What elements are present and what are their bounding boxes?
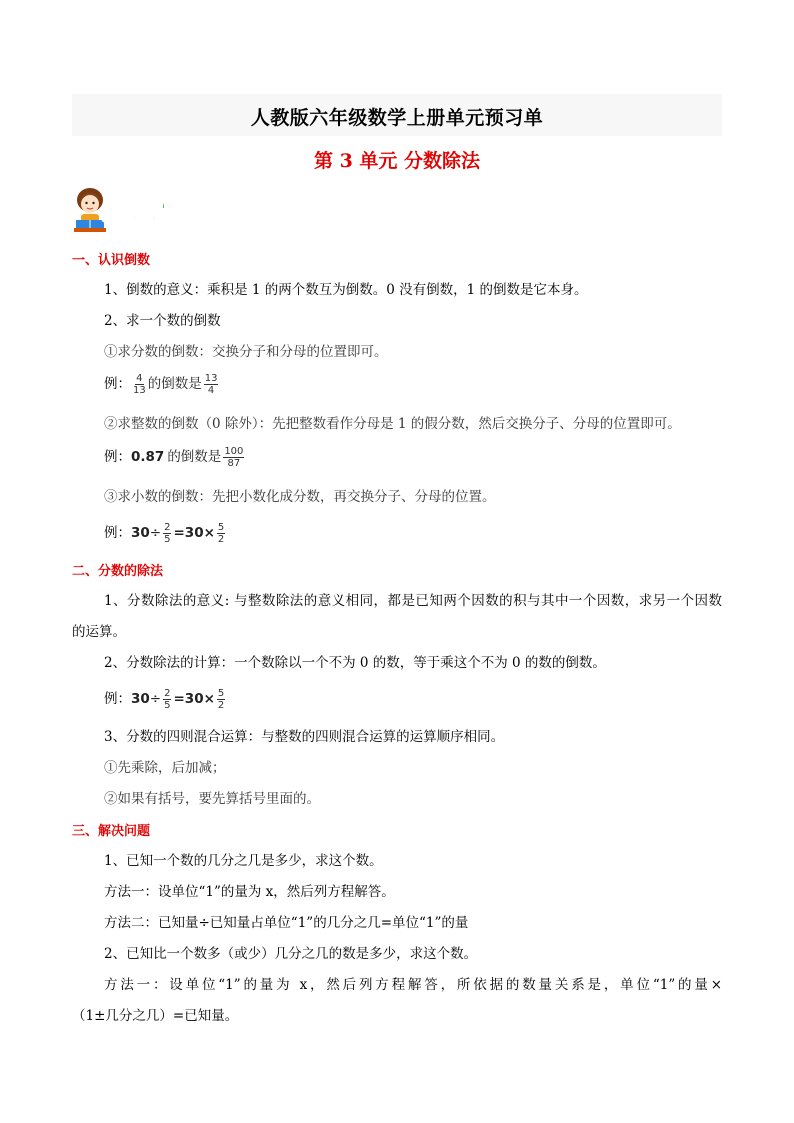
fraction [163, 522, 171, 545]
operand: 30 [184, 525, 204, 541]
denominator: 4 [207, 385, 215, 396]
knowledge-banner [70, 186, 240, 236]
example-label: 例： [104, 691, 131, 707]
example-number: 0.87 [131, 449, 165, 465]
fraction [133, 373, 146, 396]
fraction [223, 446, 244, 469]
operand: 30 [131, 691, 150, 707]
paragraph: ①求分数的倒数：交换分子和分母的位置即可。 [104, 344, 388, 360]
operator: ÷ [149, 691, 162, 707]
numerator: 4 [136, 373, 143, 384]
example-text: 的倒数是 [147, 376, 202, 392]
numerator: 2 [164, 688, 171, 699]
section-heading-division: 二、分数的除法 [72, 564, 164, 579]
section-heading-problems: 三、解决问题 [72, 824, 151, 839]
banner-char-1: 知 [102, 195, 130, 226]
paragraph: 方法一：设单位“1”的量为 x，然后列方程解答。 [104, 884, 395, 900]
denominator: 2 [217, 534, 225, 545]
example-label: 例： [104, 525, 131, 541]
banner-char-4: 理 [186, 195, 214, 226]
paragraph: ②如果有括号，要先算括号里面的。 [104, 791, 320, 807]
banner-char-2: 识 [130, 195, 158, 226]
paragraph: 1、已知一个数的几分之几是多少，求这个数。 [104, 853, 383, 869]
operator: × [203, 691, 215, 707]
paragraph: 方法一：设单位“1”的量为 x，然后列方程解答，所依据的数量关系是，单位“1”的量× [104, 977, 722, 993]
paragraph: 1、分数除法的意义: 与整数除法的意义相同，都是已知两个因数的积与其中一个因数，求另一个因数 [104, 593, 722, 609]
unit-title: 第 3 单元 分数除法 [313, 150, 481, 172]
denominator: 5 [164, 534, 171, 545]
operator: ÷ [149, 525, 162, 541]
denominator: 5 [164, 700, 171, 711]
example-label: 例： [104, 449, 131, 465]
example-division [104, 522, 227, 545]
paragraph: 3、分数的四则混合运算：与整数的四则混合运算的运算顺序相同。 [104, 729, 505, 745]
paragraph: 方法二：已知量÷已知量占单位“1”的几分之几=单位“1”的量 [104, 915, 469, 931]
paragraph: 2、求一个数的倒数 [104, 313, 221, 329]
paragraph: 1、倒数的意义：乘积是 1 的两个数互为倒数。0 没有倒数，1 的倒数是它本身。 [104, 282, 588, 298]
example-label: 例： [104, 376, 131, 392]
fraction [217, 688, 225, 711]
example-fraction-reciprocal [104, 373, 220, 396]
numerator: 2 [164, 522, 171, 533]
paragraph: 的运算。 [72, 624, 126, 640]
operator: × [203, 525, 215, 541]
paragraph: 2、分数除法的计算：一个数除以一个不为 0 的数，等于乘这个不为 0 的数的倒数。 [104, 655, 606, 671]
denominator: 13 [133, 385, 146, 396]
fraction [217, 522, 225, 545]
fraction [163, 688, 171, 711]
paragraph: （1±几分之几）=已知量。 [72, 1008, 239, 1024]
section-heading-reciprocal: 一、认识倒数 [72, 253, 151, 268]
paragraph: ③求小数的倒数：先把小数化成分数，再交换分子、分母的位置。 [104, 489, 496, 505]
example-decimal-reciprocal [104, 446, 246, 469]
example-division [104, 688, 227, 711]
page-title: 人教版六年级数学上册单元预习单 [250, 107, 544, 129]
operator: = [173, 691, 185, 707]
fraction [204, 373, 219, 396]
paragraph: ②求整数的倒数（0 除外）：先把整数看作分母是 1 的假分数，然后交换分子、分母的位置即可。 [104, 416, 681, 432]
banner-heading [102, 188, 214, 227]
operator: = [173, 525, 185, 541]
paragraph: 2、已知比一个数多（或少）几分之几的数是多少，求这个数。 [104, 946, 478, 962]
denominator: 2 [217, 700, 225, 711]
operand: 30 [184, 691, 204, 707]
operand: 30 [131, 525, 150, 541]
numerator: 5 [217, 522, 225, 533]
numerator: 13 [204, 373, 218, 384]
numerator: 5 [217, 688, 225, 699]
banner-char-3: 梳 [158, 195, 186, 226]
numerator: 100 [224, 446, 244, 457]
paragraph: ①先乘除，后加减； [104, 760, 226, 776]
example-text: 的倒数是 [167, 449, 222, 465]
denominator: 87 [227, 458, 241, 469]
